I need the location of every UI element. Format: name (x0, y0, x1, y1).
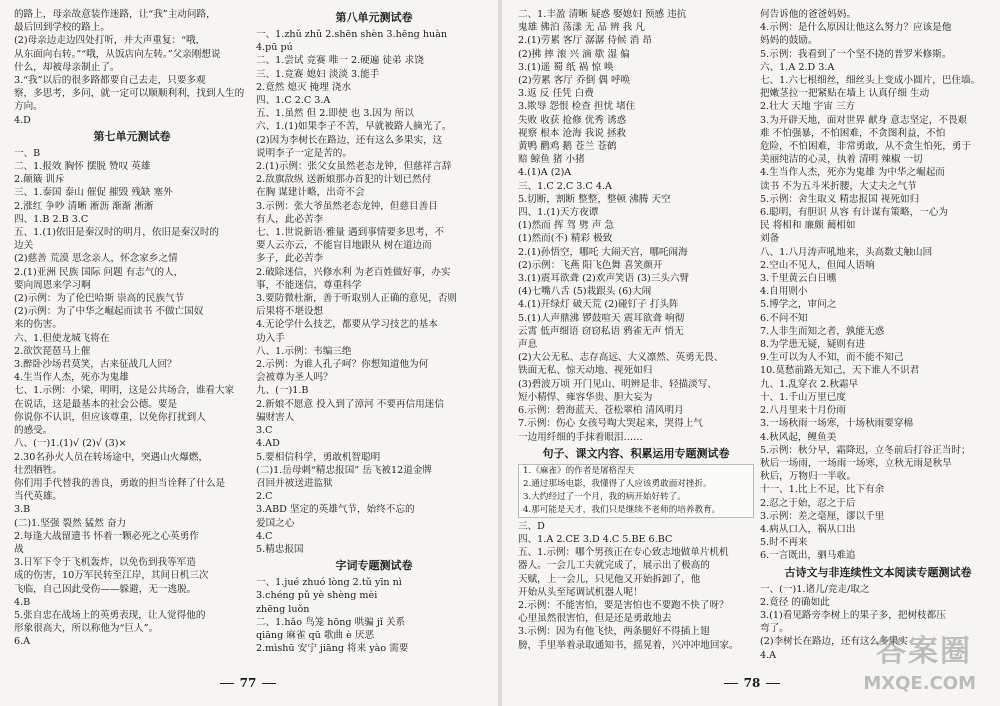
answer-line: 刘备 (760, 233, 780, 245)
answer-line: 2.欲饮琵琶马上催 (14, 345, 91, 357)
answer-line: 美丽纯洁的心灵，执着 清明 辣椒 一切 (760, 154, 923, 166)
picture-line: 2.通过那场电影，我懂得了人应该勇敢面对挫折。 (523, 478, 712, 489)
answer-line: 3.为开辟天地，面对世界 献身 意志坚定，不畏艰 (760, 114, 968, 126)
answer-line: 四、1.B 2.B 3.C (14, 213, 89, 225)
answer-line: 八、(一)1.(1)√ (2)√ (3)× (14, 438, 127, 450)
answer-line: 3.返 反 任凭 白费 (518, 88, 594, 100)
answer-line: 3.示例：因为有他飞快，两条腿好不得插上翅 (518, 626, 710, 638)
watermark-site: MXQE.COM (863, 673, 976, 694)
answer-line: 六、1.但使龙城飞将在 (14, 332, 110, 344)
answer-line: 九、(一)1.B (256, 385, 309, 397)
answer-line: 视察 根本 沧海 我说 拯救 (518, 127, 627, 139)
answer-line: 5.博学之，审问之 (760, 299, 837, 311)
answer-line: 形象很高大，所以称他为“巨人”。 (14, 623, 159, 635)
answer-line: 你说你不认识，但应该尊重，以免你打扰到人 (14, 411, 206, 423)
answer-line: 三、1.竞赛 媳妇 淡淡 3.能手 (256, 68, 380, 80)
answer-line: 5.示例：我看到了一个坚不挠的普罗米修斯。 (760, 48, 952, 60)
answer-line: 的感受。 (14, 425, 53, 437)
answer-line: 6.不问不知 (760, 312, 808, 324)
right-column-1 (518, 8, 754, 652)
picture-line: 1.《麻雀》的作者是屠格涅夫 (523, 465, 635, 476)
answer-line: 壮烈牺牲。 (14, 464, 62, 476)
answer-line: 方向。 (14, 101, 43, 113)
answer-line: 赔 鲸鱼 猪 小猪 (518, 154, 585, 166)
answer-line: 四、1.(1)天方夜谭 (518, 207, 599, 219)
answer-line: 有人，此必苦李 (256, 213, 324, 225)
answer-line: 失败 收获 抢修 优秀 诱惑 (518, 114, 627, 126)
section-heading: 古诗文与非连续性文本阅读专题测试卷 (784, 565, 972, 579)
answer-line: 心里虽然很害怕，但是还是勇敢地去 (518, 613, 672, 625)
answer-line: 2.每逢大战留遗书 怀着一颗必死之心英勇作 (14, 530, 199, 542)
answer-line: 5.(1)人声鼎沸 锣鼓喧天 震耳欲聋 响彻 (518, 312, 685, 324)
answer-line: 短小精悍、雍容华贵、胆大妄为 (518, 391, 653, 403)
answer-line: 3.(1)震耳欲聋 (2)欢声笑语 (3)三头六臂 (518, 273, 690, 285)
answer-line: 八、1.示例：韦编三绝 (256, 345, 352, 357)
answer-line: 2.颠簸 训斥 (14, 174, 65, 186)
answer-line: 3.“我”以后的很多路都要自己去走，只要多观 (14, 75, 206, 87)
answer-line: (4)七嘴八舌 (5)栽跟头 (6)大闹 (518, 286, 652, 298)
watermark (832, 626, 982, 696)
answer-line: qiāng 麻雀 qū 歌曲 è 厌恶 (256, 629, 375, 641)
answer-line: 5.示例：秋分早，霜降迟，立冬前后打谷正当时； (760, 444, 971, 456)
answer-line: 2.(1)劳累 客厅 潺潺 侍候 消 昂 (518, 35, 652, 47)
answer-line: 秋后一场雨，一场雨一场寒，立秋无雨是秋旱 (760, 457, 952, 469)
answer-line: 四、1.C 2.C 3.A (256, 95, 331, 107)
answer-line: 战 (14, 543, 24, 555)
answer-line: 5.示例：舍生取义 精忠报国 视死如归 (760, 193, 920, 205)
answer-line: 2.新娘不愿意 投入到了漳河 不要再信用迷信 (256, 398, 444, 410)
answer-line: 在说话，这是最基本的社会公德。要是 (14, 398, 178, 410)
answer-line: 4.秋风起，鲤鱼美 (760, 431, 837, 443)
answer-line: 的路上，母亲故意装作迷路，让“我”主动问路， (14, 9, 216, 20)
answer-line: 3.示例：张大爷虽然老态龙钟，但慈目善目 (256, 200, 438, 212)
answer-line: 要人云亦云，不能盲目地跟从 树在道边而 (256, 240, 432, 252)
answer-line: 4.无论学什么技艺，都要从学习技艺的基本 (256, 319, 438, 331)
answer-line: 3.chéng pǔ yè shèng mèi (256, 590, 378, 602)
answer-line: 边关 (14, 240, 34, 252)
answer-line: 五、1.示例：哪个男孩正在专心致志地做单片机机 (518, 547, 729, 559)
answer-line: (2)母亲边走边四处打听，并大声重复：“哦， (14, 35, 206, 47)
answer-line: 4.A (760, 649, 777, 661)
answer-line: 九、1.乱穿衣 2.秋霜早 (760, 378, 859, 390)
answer-line: 二、1.丰盈 清晰 疑惑 娶媳妇 预感 违抗 (518, 9, 687, 20)
answer-line: 从东面向右转。”“哦，从饭店向左转。”父亲刚想说 (14, 48, 221, 60)
right-page (504, 0, 1000, 706)
answer-line: 危险，不怕困难，非常勇敢，从不贪生怕死，勇于 (760, 141, 972, 153)
answer-line: 7.人非生而知之者，孰能无惑 (760, 325, 885, 337)
answer-line: 秋后，万物归一半收。 (760, 471, 856, 483)
answer-line: 3.要防微杜渐，善于听取别人正确的意见，否则 (256, 293, 458, 305)
answer-line: (2)劳累 客厅 乔倒 偶 呼唤 (518, 75, 631, 87)
answer-line: 五、1.(1)依旧是秦汉时的明月，依旧是秦汉时的 (14, 227, 220, 239)
answer-line: 后果将不堪设想 (256, 306, 324, 318)
watermark-logo: 答案圈 (876, 634, 972, 669)
answer-line: 5.精忠报国 (256, 543, 304, 555)
answer-line: 6.聪明，有胆识 从容 有计谋有策略，一心为 (760, 207, 948, 219)
answer-line: 三、1.泰国 泰山 催促 摧毁 残缺 塞外 (14, 187, 173, 199)
answer-line: 4.生当作人杰，死亦为鬼雄 为中华之崛起而 (760, 167, 945, 179)
section-heading: 第七单元测试卷 (93, 129, 171, 143)
answer-line: 3.B (14, 504, 31, 516)
answer-line: 3.千里黄云白日曛 (760, 273, 837, 285)
answer-line: 3.ABD 坚定的英雄气节，始终不忘的 (256, 504, 415, 516)
answer-line: 4.示例：是什么原因让他这么努力？应该是他 (760, 22, 952, 34)
answer-line: 3.日军下令于飞机轰炸，以免伤到我等军造 (14, 557, 196, 569)
answer-line: 七、1.六七根细丝，细丝头上变成小圆片，巴住墙。 (760, 75, 981, 87)
answer-line: 2.(1)亚洲 民族 国际 问题 有志气的人， (14, 266, 184, 278)
answer-line: 事，不能迷信，尊重科学 (256, 279, 362, 291)
answer-line: 2.示例：为谁人孔子呵？你想知道他为何 (256, 359, 429, 371)
answer-line: 3.示例：差之毫厘，谬以千里 (760, 510, 885, 522)
answer-line: (2)示例：为了中华之崛起而读书 不做亡国奴 (14, 306, 204, 318)
answer-line: 七、1.世说新语·雅量 遇到事情要多思考，不 (256, 227, 444, 239)
answer-line: 3.(1)看见路旁李树上的果子多，把树枝都压 (760, 609, 946, 621)
answer-line: 声息 (518, 339, 538, 351)
answer-line: (2)大公无私、志存高远、大义凛然、英勇无畏、 (518, 352, 724, 364)
section-heading: 句子、课文内容、积累运用专题测试卷 (542, 446, 730, 460)
page-number-left: 77 (0, 676, 496, 690)
answer-line: 3.C (256, 425, 273, 437)
left-column-1 (14, 8, 250, 649)
answer-line: 5.张自忠在战场上的英勇表现，让人觉得他的 (14, 609, 206, 621)
answer-line: 三、D (518, 520, 545, 532)
answer-line: 2.示例：不能害怕，要是害怕也不要跑不快了呀？ (518, 599, 729, 611)
answer-line: 爱国之心 (256, 517, 295, 529)
answer-line: 一、1.jué zhuó lòng 2.tǔ yīn nì (256, 577, 402, 589)
answer-line: (2)示例：飞燕 阳飞色舞 喜笑颜开 (518, 259, 663, 271)
answer-line: 弯了。 (760, 623, 789, 635)
answer-line: 2.30名孙火人员在转场途中，突遇山火爆燃， (14, 451, 209, 463)
answer-line: 要向周恩来学习啊 (14, 279, 91, 291)
answer-line: 六、1.A 2.D 3.A (760, 61, 835, 73)
answer-line: 10.莫愁前路无知己，天下谁人不识君 (760, 365, 920, 377)
answer-line: 二、1.hǎo 鸟笼 hōng 哄骗 jǐ 关系 (256, 616, 406, 628)
answer-line: 4.(1)开绿灯 破天荒 (2)碰钉子 打头阵 (518, 299, 679, 311)
page-number-right: 78 (504, 676, 1000, 690)
answer-line: 膀，手里举着录取通知书，摇晃着，兴冲冲地回家。 (518, 639, 739, 651)
answer-line: 9.生可以为人不知，而不能不知己 (760, 352, 904, 364)
answer-line: 3.醉卧沙场君莫笑，古来征战几人回？ (14, 359, 177, 371)
answer-line: 2.(1)示例：张父女虽然老态龙钟，但慈祥言辞 (256, 161, 452, 173)
answer-line: (2)李树长在路边，还有这么多果实 (760, 636, 908, 648)
answer-line: 天赋，上一会儿，只见他又开始拆卸了，他 (518, 573, 701, 585)
answer-line: 成的伤害，10万军民转至江岸，其间日机三次 (14, 570, 209, 582)
answer-line: 4.AD (256, 438, 280, 450)
answer-line: 七、1.示例：小梁，明明，这是公共场合，谁看大家 (14, 385, 235, 397)
answer-line: (二)1.岳母刺“精忠报国” 岳飞被12道金牌 (256, 464, 433, 476)
answer-line: 一、1.zhǔ zhǔ 2.shēn shèn 3.hēng huàn (256, 29, 448, 40)
answer-line: 4.生当作人杰，死亦为鬼雄 (14, 372, 129, 384)
answer-line: (2)示例：为了伦巴哈斯 崇高的民族气节 (14, 293, 185, 305)
answer-line: 4.病从口入，祸从口出 (760, 523, 856, 535)
answer-line: 铁面无私、惊天动地、视死如归 (518, 365, 653, 377)
picture-line: 4.那可能是天才，我们只是继续不老师的培养教育。 (523, 504, 721, 515)
answer-line: 2.竟然 熄灭 掩埋 浇水 (256, 81, 352, 93)
answer-line: 四、1.A 2.CE 3.D 4.C 5.BE 6.BC (518, 533, 673, 545)
answer-line: 八、1.八月涛声吼地来，头高数丈触山回 (760, 246, 933, 258)
answer-line: 会被尊为圣人吗？ (256, 372, 333, 384)
answer-line: 2.空山不见人，但闻人语响 (760, 259, 875, 271)
answer-line: 飞临，自己因此受伤——躲避，无一逃脱。 (14, 583, 197, 595)
answer-line: 多子，此必苦李 (256, 253, 324, 265)
answer-line: (2)慈善 荒漠 思念亲人，怀念家乡之情 (14, 253, 178, 265)
answer-line: 五、1.虽然 但 2.即使 也 3.因为 所以 (256, 108, 414, 120)
answer-line: 当代英雄。 (14, 491, 62, 503)
answer-line: 来的伤害。 (14, 319, 62, 331)
answer-line: 在胸 谋建计略，出奇不会 (256, 187, 365, 199)
answer-line: 读书 不为五斗米折腰，大丈夫之气节 (760, 180, 917, 192)
answer-line: 召回并被送进监狱 (256, 477, 333, 489)
answer-line: 鬼雄 佛泊 荡漾 无 品 辨 我 凡 (518, 22, 645, 34)
answer-line: 你们用手代替我的善良，勇敢的担当诠释了什么是 (14, 477, 226, 489)
right-column-2 (760, 8, 996, 662)
answer-line: 4.D (14, 114, 31, 126)
answer-line: 开始从头至尾调试机器人呢！ (518, 586, 643, 598)
answer-line: 把嫩茎拉一把紧贴在墙上 认真仔细 生动 (760, 88, 930, 100)
answer-line: (2)因为李树长在路边，还有这么多果实，这 (256, 134, 443, 146)
answer-line: (1)然而 挥 驾 劈 声 急 (518, 220, 614, 232)
answer-line: zhēng luǒn (256, 603, 310, 615)
answer-line: 4.C (256, 530, 273, 542)
answer-line: 何告诉他的爸爸妈妈。 (760, 9, 856, 20)
answer-line: 妈妈的鼓励。 (760, 35, 818, 47)
answer-line: 黄鸭 鹳鸡 鹅 苍兰 苍鹤 (518, 141, 617, 153)
answer-line: (1)然而(不) 精彩 极致 (518, 233, 613, 245)
answer-line: 6.A (14, 636, 31, 648)
answer-line: 6.一言既出，驷马难追 (760, 550, 856, 562)
answer-line: 8.为学患无疑，疑则有进 (760, 339, 866, 351)
answer-line: 2.C (256, 491, 273, 503)
answer-line: 2.竟径 的确如此 (760, 596, 830, 608)
left-page (0, 0, 496, 706)
answer-line: 2.涨红 争吵 清晰 淅沥 渐渐 淅淅 (14, 200, 154, 212)
answer-line: 4.pū pú (256, 42, 293, 54)
answer-line: 5.要相信科学，勇敢机智聪明 (256, 451, 381, 463)
answer-line: 云霄 低声细语 窃窃私语 鸦雀无声 悄无 (518, 325, 684, 337)
answer-line: 2.敌旗敌纵 送新娘那办首犯的计划已然付 (256, 174, 432, 186)
answer-line: 3.(1)遥 蜀 纸 祸 惊 唤 (518, 61, 614, 73)
answer-line: 2.忍之于始，忍之于后 (760, 497, 856, 509)
answer-line: 4.B (14, 596, 31, 608)
answer-line: 器人。一会儿工夫就完成了，展示出了极高的 (518, 560, 710, 572)
answer-line: 2.八月里来十月份雨 (760, 405, 846, 417)
answer-line: 民 将相和 廉颇 蔺相如 (760, 220, 856, 232)
answer-line: 4.自用则小 (760, 286, 808, 298)
answer-line: 7.示例：伤心 女孩号啕大哭起来，哭得上气 (518, 418, 703, 430)
answer-line: 十一、1.比上不足，比下有余 (760, 484, 885, 496)
answer-line: 一、B (14, 147, 41, 159)
answer-line: 4.(1)A (2)A (518, 167, 572, 179)
answer-line: 什么，却被母亲制止了。 (14, 61, 120, 73)
answer-line: 三、1.C 2.C 3.C 4.A (518, 180, 612, 192)
answer-line: 5.时不再来 (760, 537, 808, 549)
answer-line: 二、1.尝试 竞赛 唯一 2.硬遍 徒弟 求饶 (256, 55, 424, 67)
answer-line: 难 不怕强暴，不怕困难，不贪图利益，不怕 (760, 127, 946, 139)
answer-line: 2.壮大 天地 宇宙 三方 (760, 101, 856, 113)
answer-line: 一、(一)1.诸儿/竞走/取之 (760, 583, 870, 595)
answer-line: (二)1.坚强 裂然 猛然 奋力 (14, 517, 127, 529)
answer-line: 3.欺辱 怨恨 检查 担忧 堵住 (518, 101, 636, 113)
answer-line: (3)碧波万顷 开门见山、明辨是非、轻描淡写、 (518, 378, 717, 390)
section-heading: 第八单元测试卷 (335, 11, 413, 24)
answer-line: 骗财害人 (256, 411, 295, 423)
picture-line: 3.大约经过了一个月，我的病开始好转了。 (523, 491, 686, 502)
answer-line: 2.mìshū 安宁 jiāng 将来 yào 需要 (256, 643, 409, 655)
answer-line: 2.破除迷信，兴修水利 为老百姓做好事，办实 (256, 266, 451, 278)
answer-line: (2)拂 摔 滚 兴 滴 歇 湿 偏 (518, 48, 630, 60)
answer-line: 十、1.千山万里已度 (760, 391, 846, 403)
answer-line: 2.(1)孙悟空，哪吒 大闹天宫，哪吒闹海 (518, 246, 688, 258)
answer-line: 最后回到学校的路上。 (14, 22, 110, 34)
answer-line: 3.一场秋雨一场寒，十场秋雨要穿棉 (760, 418, 914, 430)
answer-line: 二、1.报效 胸怀 摆脱 赞叹 英雄 (14, 161, 151, 173)
answer-line: 察，多思考，多问，就一定可以顺顺利利，找到人生的 (14, 88, 245, 100)
answer-line: 六、1.(1)如果李子不苦，早就被路人摘光了。 (256, 121, 452, 133)
answer-line: 一边用纤细的手抹着眼泪…… (518, 431, 643, 443)
answer-line: 5.切断，割断 整整，整顿 沸腾 天空 (518, 193, 671, 205)
answer-line: 6.示例：碧海蓝天、苍松翠柏 清风明月 (518, 405, 684, 417)
answer-line: 功入手 (256, 332, 285, 344)
left-column-2 (256, 8, 492, 655)
book-spine (498, 0, 502, 706)
answer-line: 说明李子一定是苦的。 (256, 147, 352, 159)
section-heading: 字词专题测试卷 (335, 559, 413, 573)
answer-picture (518, 464, 754, 518)
